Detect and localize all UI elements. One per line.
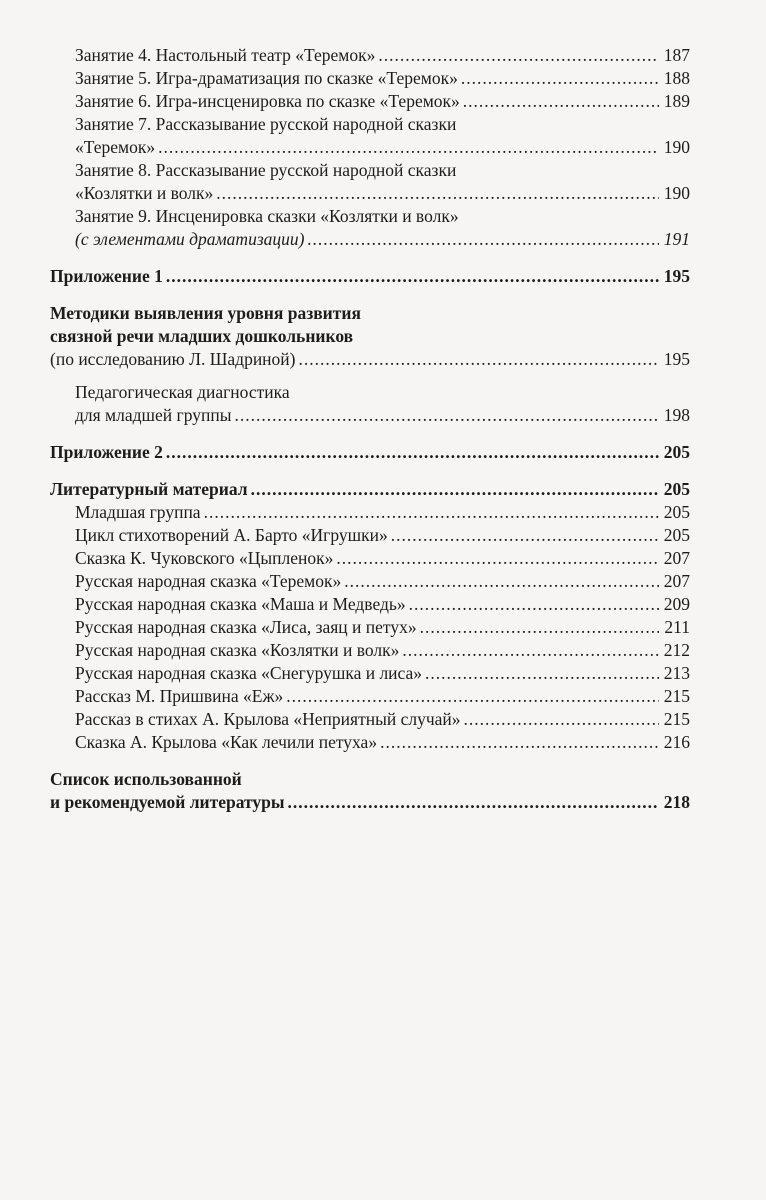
toc-entry-line: Педагогическая диагностика	[75, 382, 290, 402]
toc-entry-title: Занятие 5. Игра-драматизация по сказке «Теремок»	[75, 68, 458, 88]
toc-entry-title: (с элементами драматизации)	[75, 229, 305, 249]
toc-entry-line: Методики выявления уровня развития	[50, 303, 361, 323]
toc-entry-title: Приложение 2	[50, 442, 163, 462]
dot-leader	[288, 791, 659, 814]
toc-entry-line: Занятие 8. Рассказывание русской народной сказки	[75, 160, 457, 180]
toc-entry-title: (по исследованию Л. Шадриной)	[50, 349, 296, 369]
toc-entry	[0, 228, 766, 251]
toc-entry-line: Список использованной	[50, 769, 242, 789]
toc-entry	[0, 708, 766, 731]
toc-entry-title: «Теремок»	[75, 137, 156, 157]
toc-page-number: 213	[663, 663, 690, 683]
dot-leader	[425, 662, 659, 685]
toc-entry	[0, 265, 766, 288]
dot-leader	[344, 570, 659, 593]
toc-entry-line: связной речи младших дошкольников	[50, 326, 354, 346]
toc-entry-title: Русская народная сказка «Маша и Медведь»	[75, 594, 406, 614]
dot-leader	[166, 265, 659, 288]
toc-entry-title: и рекомендуемой литературы	[50, 792, 285, 812]
toc-entry-title: Рассказ в стихах А. Крылова «Неприятный случай»	[75, 709, 461, 729]
toc-entry	[0, 136, 766, 159]
toc-entry-line: Занятие 7. Рассказывание русской народной сказки	[75, 114, 457, 134]
dot-leader	[409, 593, 659, 616]
toc-page-number: 212	[663, 640, 690, 660]
toc-entry	[0, 182, 766, 205]
toc-entry	[0, 593, 766, 616]
toc-entry-title: для младшей группы	[75, 405, 232, 425]
table-of-contents	[0, 44, 766, 814]
toc-entry-line: Занятие 9. Инсценировка сказки «Козлятки и волк»	[75, 206, 459, 226]
toc-page-number: 207	[663, 571, 690, 591]
toc-page-number: 209	[663, 594, 690, 614]
toc-entry-title: Сказка А. Крылова «Как лечили петуха»	[75, 732, 378, 752]
toc-entry-title: Занятие 6. Игра-инсценировка по сказке «Теремок»	[75, 91, 460, 111]
toc-entry	[0, 67, 766, 90]
toc-entry	[0, 404, 766, 427]
toc-page-number: 198	[663, 405, 690, 425]
toc-page-number: 205	[663, 525, 690, 545]
toc-page-number: 195	[663, 349, 690, 369]
dot-leader	[286, 685, 659, 708]
toc-entry-title: Литературный материал	[50, 479, 248, 499]
toc-entry	[0, 441, 766, 464]
spacer	[0, 754, 766, 768]
dot-leader	[380, 731, 659, 754]
toc-entry	[0, 685, 766, 708]
toc-page-number: 190	[663, 183, 690, 203]
toc-page-number: 195	[663, 266, 690, 286]
dot-leader	[378, 44, 659, 67]
dot-leader	[307, 228, 659, 251]
dot-leader	[336, 547, 659, 570]
toc-entry	[0, 44, 766, 67]
spacer	[0, 251, 766, 265]
toc-page-number: 188	[663, 68, 690, 88]
toc-entry-title: Рассказ М. Пришвина «Еж»	[75, 686, 284, 706]
spacer	[0, 371, 766, 381]
toc-page-number: 215	[663, 686, 690, 706]
toc-entry	[0, 616, 766, 639]
dot-leader	[461, 67, 659, 90]
toc-page-number: 189	[663, 91, 690, 111]
toc-entry-title: Приложение 1	[50, 266, 163, 286]
spacer	[0, 427, 766, 441]
toc-page-number: 215	[663, 709, 690, 729]
dot-leader	[234, 404, 659, 427]
dot-leader	[158, 136, 659, 159]
toc-entry	[0, 570, 766, 593]
dot-leader	[464, 708, 659, 731]
dot-leader	[166, 441, 659, 464]
toc-page-number: 211	[664, 617, 690, 637]
dot-leader	[251, 478, 659, 501]
toc-entry	[0, 547, 766, 570]
toc-page-number: 191	[663, 229, 690, 249]
toc-entry	[0, 524, 766, 547]
toc-entry-title: Русская народная сказка «Снегурушка и лиса»	[75, 663, 423, 683]
toc-entry-title: Младшая группа	[75, 502, 201, 522]
dot-leader	[463, 90, 659, 113]
toc-page-number: 205	[663, 479, 690, 499]
toc-entry-title: Занятие 4. Настольный театр «Теремок»	[75, 45, 376, 65]
dot-leader	[420, 616, 659, 639]
toc-page-number: 207	[663, 548, 690, 568]
toc-entry-title: Цикл стихотворений А. Барто «Игрушки»	[75, 525, 388, 545]
dot-leader	[216, 182, 659, 205]
dot-leader	[299, 348, 660, 371]
toc-entry-title: Русская народная сказка «Теремок»	[75, 571, 342, 591]
toc-page-number: 187	[663, 45, 690, 65]
toc-entry	[0, 662, 766, 685]
toc-entry	[0, 731, 766, 754]
toc-page-number: 205	[663, 442, 690, 462]
toc-page-number: 205	[663, 502, 690, 522]
dot-leader	[204, 501, 659, 524]
toc-entry-title: Сказка К. Чуковского «Цыпленок»	[75, 548, 334, 568]
toc-entry	[0, 791, 766, 814]
toc-entry	[0, 639, 766, 662]
toc-entry-title: Русская народная сказка «Козлятки и волк»	[75, 640, 400, 660]
toc-entry-title: «Козлятки и волк»	[75, 183, 214, 203]
toc-entry	[0, 478, 766, 501]
dot-leader	[391, 524, 659, 547]
toc-page-number: 216	[663, 732, 690, 752]
toc-entry	[0, 90, 766, 113]
toc-entry-title: Русская народная сказка «Лиса, заяц и петух»	[75, 617, 417, 637]
toc-page-number: 190	[663, 137, 690, 157]
toc-entry	[0, 348, 766, 371]
spacer	[0, 288, 766, 302]
toc-entry	[0, 501, 766, 524]
dot-leader	[402, 639, 659, 662]
toc-page-number: 218	[663, 792, 690, 812]
spacer	[0, 464, 766, 478]
